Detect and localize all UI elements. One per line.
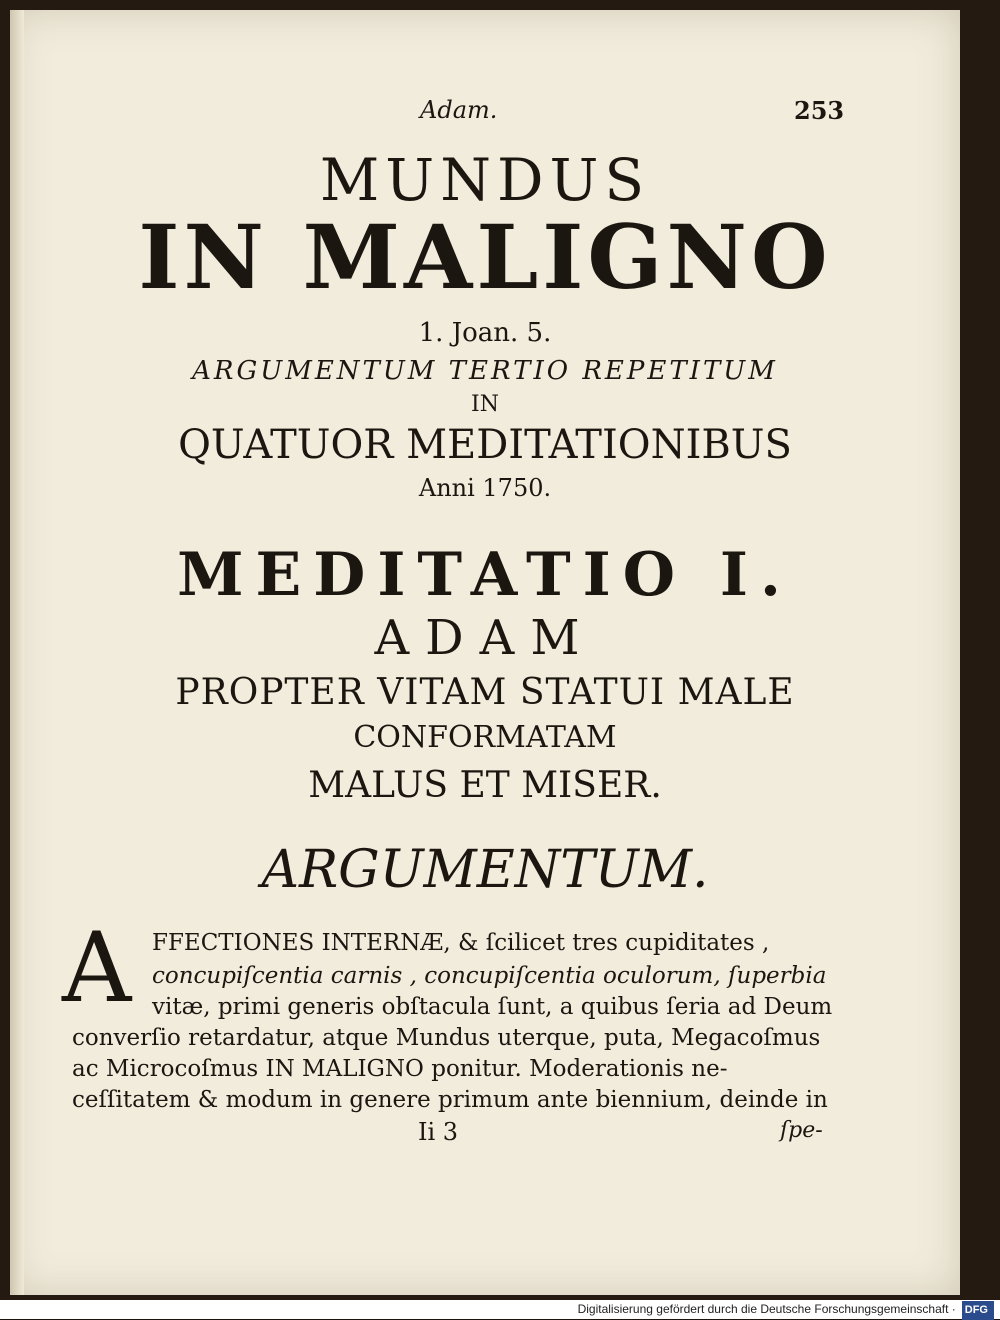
body-line: concupiſcentia carnis , concupiſcentia oculorum, ſuperbia [152,963,827,989]
page-number: 253 [794,96,845,125]
section-heading: ARGUMENTUM. [261,840,709,900]
name-heading: ADAM [374,610,596,666]
title-line-2: IN MALIGNO [138,205,832,309]
footer-credit: Digitalisierung gefördert durch die Deutsche Forschungsgemeinschaft · [577,1302,956,1316]
drop-cap: A [62,912,132,1024]
title-line-1: MUNDUS [319,146,651,214]
body-line: ceſſitatem & modum in genere primum ante biennium, deinde in [72,1087,828,1113]
body-line: ac Microcoſmus IN MALIGNO ponitur. Moderationis ne- [72,1056,728,1082]
book-page [10,10,960,1295]
meditation-heading: MEDITATIO I. [177,540,793,610]
body-line: FFECTIONES INTERNÆ, & ſcilicet tres cupiditates , [152,930,770,956]
body-line: converſio retardatur, atque Mundus uterque, puta, Megacoſmus [72,1025,821,1051]
subtitle-1: ARGUMENTUM TERTIO REPETITUM [192,356,778,386]
subtitle-3: QUATUOR MEDITATIONIBUS [178,422,792,468]
dfg-logo: DFG [962,1301,994,1320]
description-line-1: PROPTER VITAM STATUI MALE [175,672,795,713]
description-line-2: CONFORMATAM [353,720,617,755]
subtitle-2: IN [471,392,499,417]
year-line: Anni 1750. [418,474,552,502]
signature-mark: Ii 3 [418,1118,459,1146]
catchword: ſpe- [780,1118,823,1143]
running-head: Adam. [420,96,498,124]
body-line: vitæ, primi generis obſtacula ſunt, a quibus ſeria ad Deum [152,994,833,1020]
description-line-3: MALUS ET MISER. [308,765,662,806]
footer-bar [0,1300,1000,1319]
scripture-reference: 1. Joan. 5. [418,318,552,348]
